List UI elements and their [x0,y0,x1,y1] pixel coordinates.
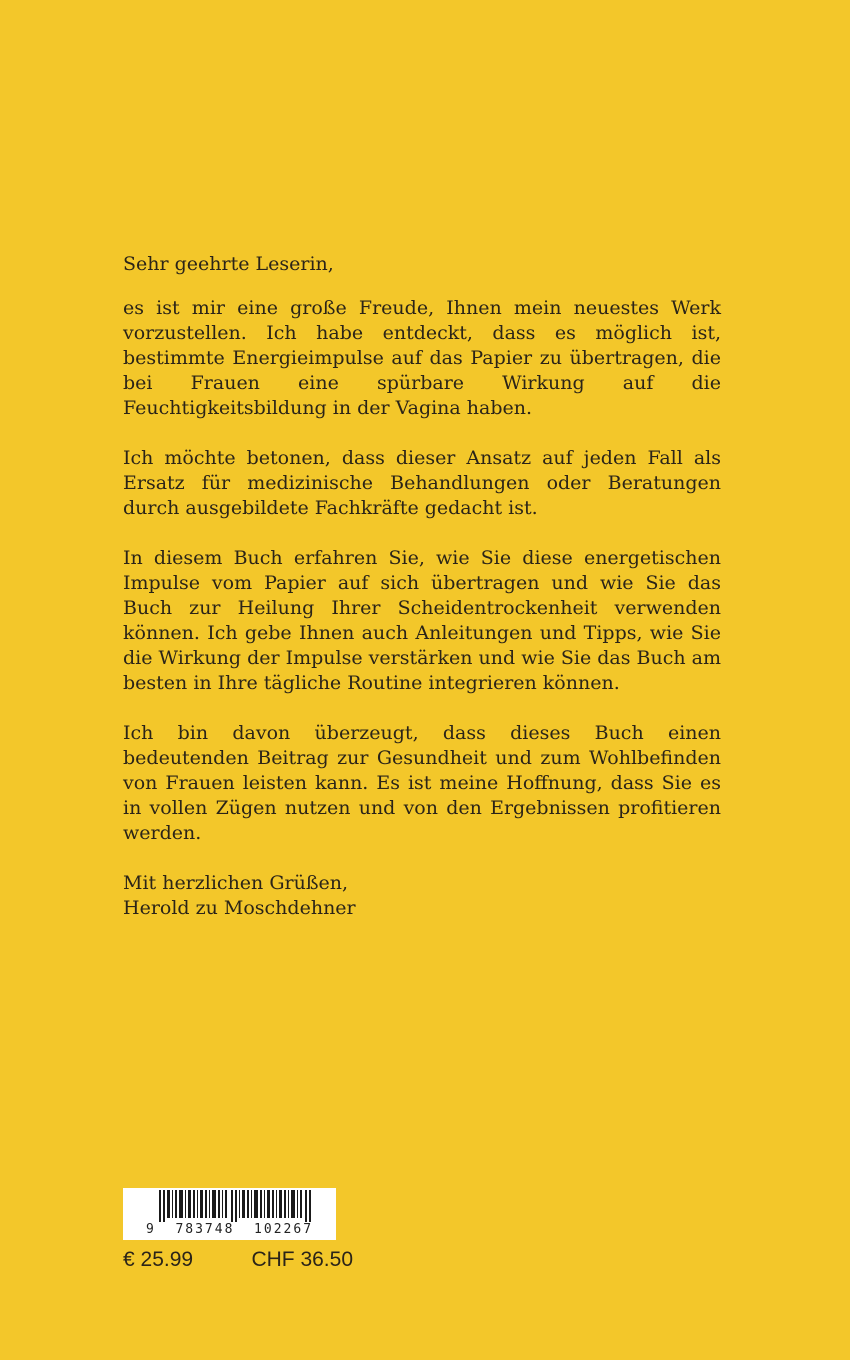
back-cover-letter [123,252,721,946]
closing-block [123,871,721,921]
price-chf: CHF 36.50 [251,1248,353,1271]
salutation: Sehr geehrte Leserin, [123,253,334,275]
price-eur: € 25.99 [123,1248,194,1271]
isbn-barcode [123,1188,336,1240]
paragraph-intro: es ist mir eine große Freude, Ihnen mein neuestes Werk vorzustellen. Ich habe entdeckt, dass es möglich ist, bestimmte Energieimpulse auf das Papier zu übertragen, die bei Frauen eine spürbare Wirkung auf die Feuchtigkeitsbildung in der Vagina haben. [123,297,721,419]
closing-phrase: Mit herzlichen Grüßen, [123,872,349,894]
paragraph-conviction: Ich bin davon überzeugt, dass dieses Buch einen bedeutenden Beitrag zur Gesundheit und zum Wohlbefinden von Frauen leisten kann. Es ist meine Hoffnung, dass Sie es in vollen Zügen nutzen und von den Ergebnissen profitieren werden. [123,722,721,844]
author-signature: Herold zu Moschdehner [123,897,356,919]
price-line [123,1248,353,1272]
paragraph-contents: In diesem Buch erfahren Sie, wie Sie diese energetischen Impulse vom Papier auf sich übertragen und wie Sie das Buch zur Heilung Ihrer Scheidentrockenheit verwenden können. Ich gebe Ihnen auch Anleitungen und Tipps, wie Sie die Wirkung der Impulse verstärken und wie Sie das Buch am besten in Ihre tägliche Routine integrieren können. [123,547,721,694]
barcode-bars [159,1190,319,1222]
paragraph-disclaimer: Ich möchte betonen, dass dieser Ansatz auf jeden Fall als Ersatz für medizinische Behandlungen oder Beratungen durch ausgebildete Fachkräfte gedacht ist. [123,447,721,519]
isbn-number: 9 783748 102267 [145,1222,314,1237]
